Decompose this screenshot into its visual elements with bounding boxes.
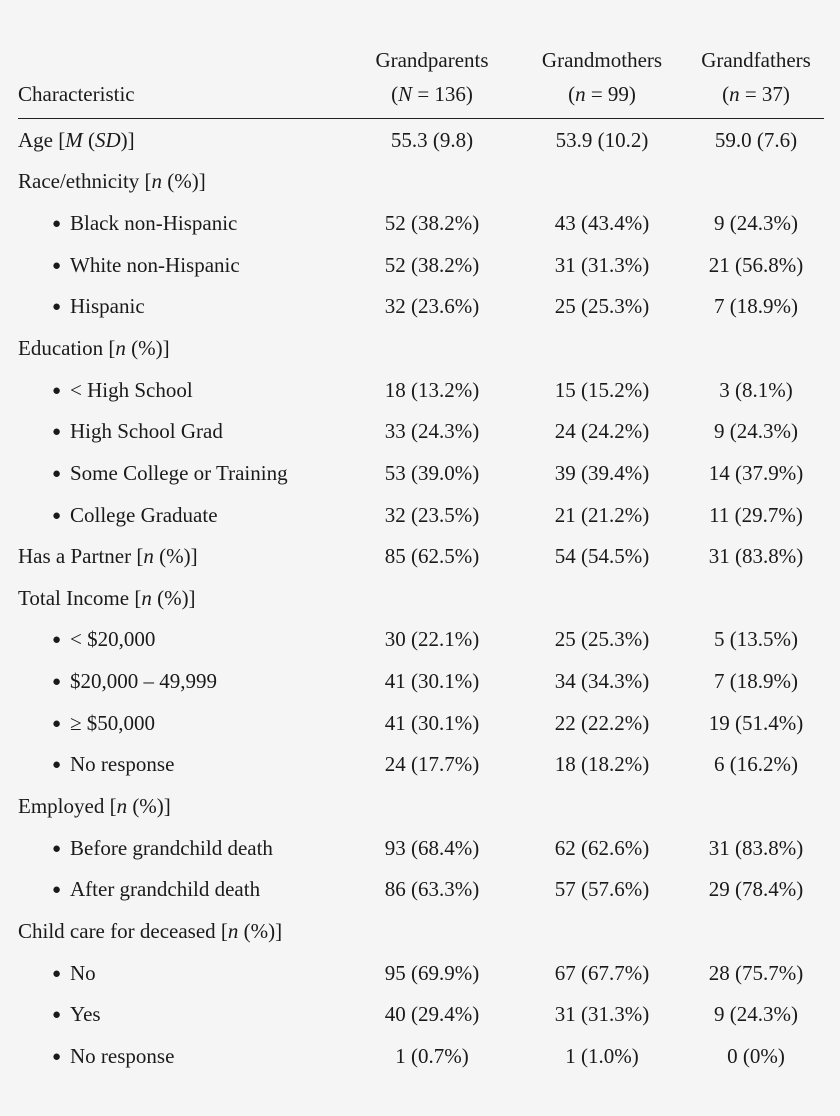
table-row bbox=[18, 1035, 824, 1077]
row-sublabel bbox=[18, 244, 348, 286]
row-label-text: After grandchild death bbox=[70, 877, 261, 902]
row-label bbox=[18, 119, 348, 161]
table-row bbox=[18, 286, 824, 328]
bullet-icon: ● bbox=[52, 507, 62, 524]
bullet-icon: ● bbox=[52, 424, 62, 441]
row-sublabel bbox=[18, 660, 348, 702]
cell-value: 55.3 (9.8) bbox=[390, 127, 474, 152]
cell-value: 32 (23.5%) bbox=[384, 502, 480, 527]
column-header-grandfathers: Grandfathers bbox=[701, 47, 811, 72]
bullet-icon: ● bbox=[52, 257, 62, 274]
table-row bbox=[18, 869, 824, 911]
table-header bbox=[18, 34, 824, 119]
row-sublabel bbox=[18, 827, 348, 869]
cell-value: 32 (23.6%) bbox=[384, 294, 480, 319]
column-header-grandparents: Grandparents bbox=[375, 47, 489, 72]
cell-value bbox=[516, 161, 688, 203]
cell-value: 22 (22.2%) bbox=[554, 710, 650, 735]
sample-size-grandmothers: (n = 99) bbox=[516, 72, 688, 119]
bullet-icon: ● bbox=[52, 757, 62, 774]
cell-value: 9 (24.3%) bbox=[714, 1002, 798, 1027]
bullet-icon: ● bbox=[52, 965, 62, 982]
cell-value: 62 (62.6%) bbox=[554, 835, 650, 860]
cell-value bbox=[688, 785, 824, 827]
cell-value: 3 (8.1%) bbox=[719, 377, 793, 402]
row-sublabel bbox=[18, 952, 348, 994]
cell-value bbox=[516, 327, 688, 369]
row-label-text: No response bbox=[70, 1043, 175, 1068]
cell-value bbox=[688, 910, 824, 952]
cell-value bbox=[348, 161, 516, 203]
cell-value bbox=[688, 577, 824, 619]
cell-value: 0 (0%) bbox=[727, 1043, 785, 1068]
row-label bbox=[18, 327, 348, 369]
row-label bbox=[18, 161, 348, 203]
row-label-text: Has a Partner [n (%)] bbox=[18, 544, 198, 569]
table-row bbox=[18, 619, 824, 661]
bullet-icon: ● bbox=[52, 715, 62, 732]
table-row bbox=[18, 202, 824, 244]
bullet-icon: ● bbox=[52, 840, 62, 857]
cell-value: 86 (63.3%) bbox=[384, 877, 480, 902]
cell-value: 19 (51.4%) bbox=[708, 710, 804, 735]
table-row bbox=[18, 244, 824, 286]
column-header-grandmothers: Grandmothers bbox=[541, 47, 663, 72]
row-sublabel bbox=[18, 869, 348, 911]
cell-value: 39 (39.4%) bbox=[554, 460, 650, 485]
row-label-text: College Graduate bbox=[70, 502, 218, 527]
cell-value: 43 (43.4%) bbox=[554, 211, 650, 236]
row-sublabel bbox=[18, 702, 348, 744]
row-label-text: < $20,000 bbox=[70, 627, 156, 652]
row-label-text: Education [n (%)] bbox=[18, 335, 170, 360]
row-sublabel bbox=[18, 286, 348, 328]
row-label-text: White non-Hispanic bbox=[70, 252, 240, 277]
table-row bbox=[18, 452, 824, 494]
cell-value: 18 (13.2%) bbox=[384, 377, 480, 402]
cell-value: 34 (34.3%) bbox=[554, 669, 650, 694]
cell-value: 11 (29.7%) bbox=[709, 502, 803, 527]
table-row bbox=[18, 660, 824, 702]
demographics-table bbox=[18, 34, 824, 1077]
cell-value: 30 (22.1%) bbox=[384, 627, 480, 652]
cell-value bbox=[688, 327, 824, 369]
cell-value: 21 (21.2%) bbox=[554, 502, 650, 527]
cell-value: 18 (18.2%) bbox=[554, 752, 650, 777]
cell-value bbox=[516, 785, 688, 827]
sample-size-grandparents: (N = 136) bbox=[348, 72, 516, 119]
table-row bbox=[18, 577, 824, 619]
row-label-text: Employed [n (%)] bbox=[18, 794, 171, 818]
cell-value: 6 (16.2%) bbox=[714, 752, 798, 777]
row-label-text: High School Grad bbox=[70, 419, 223, 444]
bullet-icon: ● bbox=[52, 1007, 62, 1024]
cell-value: 15 (15.2%) bbox=[554, 377, 650, 402]
row-label-text: < High School bbox=[70, 377, 193, 402]
cell-value: 7 (18.9%) bbox=[714, 669, 798, 694]
cell-value: 24 (17.7%) bbox=[384, 752, 480, 777]
row-sublabel bbox=[18, 369, 348, 411]
bullet-icon: ● bbox=[52, 674, 62, 691]
cell-value: 52 (38.2%) bbox=[384, 211, 480, 236]
bullet-icon: ● bbox=[52, 216, 62, 233]
cell-value: 85 (62.5%) bbox=[384, 544, 480, 569]
table-row bbox=[18, 119, 824, 161]
table-row bbox=[18, 993, 824, 1035]
table-row bbox=[18, 785, 824, 827]
cell-value: 67 (67.7%) bbox=[554, 960, 650, 985]
cell-value: 24 (24.2%) bbox=[554, 419, 650, 444]
row-label-text: Some College or Training bbox=[70, 460, 288, 485]
row-label-text: No response bbox=[70, 752, 175, 777]
cell-value: 5 (13.5%) bbox=[714, 627, 798, 652]
table-body bbox=[18, 119, 824, 1077]
cell-value: 7 (18.9%) bbox=[714, 294, 798, 319]
row-label-text: Total Income [n (%)] bbox=[18, 585, 196, 610]
row-label-text: Hispanic bbox=[70, 294, 145, 319]
bullet-icon: ● bbox=[52, 882, 62, 899]
column-header-characteristic: Characteristic bbox=[18, 72, 348, 119]
bullet-icon: ● bbox=[52, 632, 62, 649]
cell-value bbox=[688, 161, 824, 203]
row-label-text: Before grandchild death bbox=[70, 835, 273, 860]
bullet-icon: ● bbox=[52, 465, 62, 482]
cell-value: 31 (31.3%) bbox=[554, 252, 650, 277]
cell-value bbox=[348, 785, 516, 827]
cell-value: 31 (31.3%) bbox=[554, 1002, 650, 1027]
row-sublabel bbox=[18, 619, 348, 661]
table-row bbox=[18, 952, 824, 994]
bullet-icon: ● bbox=[52, 1048, 62, 1065]
cell-value: 57 (57.6%) bbox=[554, 877, 650, 902]
cell-value: 31 (83.8%) bbox=[708, 544, 804, 569]
row-label-text: Black non-Hispanic bbox=[70, 211, 238, 236]
row-label bbox=[18, 535, 348, 577]
row-label bbox=[18, 785, 348, 827]
cell-value: 9 (24.3%) bbox=[714, 211, 798, 236]
table-row bbox=[18, 369, 824, 411]
sample-size-grandfathers: (n = 37) bbox=[688, 72, 824, 119]
cell-value bbox=[348, 910, 516, 952]
cell-value: 29 (78.4%) bbox=[708, 877, 804, 902]
cell-value: 25 (25.3%) bbox=[554, 294, 650, 319]
cell-value: 33 (24.3%) bbox=[384, 419, 480, 444]
cell-value: 25 (25.3%) bbox=[554, 627, 650, 652]
bullet-icon: ● bbox=[52, 299, 62, 316]
cell-value: 31 (83.8%) bbox=[708, 835, 804, 860]
row-sublabel bbox=[18, 494, 348, 536]
row-label bbox=[18, 577, 348, 619]
table-row bbox=[18, 327, 824, 369]
row-sublabel bbox=[18, 744, 348, 786]
cell-value: 95 (69.9%) bbox=[384, 960, 480, 985]
table-row bbox=[18, 535, 824, 577]
row-label-text: No bbox=[70, 960, 96, 985]
row-label-text: ≥ $50,000 bbox=[70, 710, 156, 735]
row-label-text: Yes bbox=[70, 1002, 101, 1027]
cell-value: 41 (30.1%) bbox=[384, 669, 480, 694]
row-label-text: Race/ethnicity [n (%)] bbox=[18, 169, 206, 194]
row-label-text: Age [M (SD)] bbox=[18, 127, 135, 152]
cell-value: 1 (1.0%) bbox=[565, 1043, 639, 1068]
cell-value: 41 (30.1%) bbox=[384, 710, 480, 735]
table-row bbox=[18, 410, 824, 452]
table-row bbox=[18, 910, 824, 952]
row-sublabel bbox=[18, 410, 348, 452]
cell-value: 21 (56.8%) bbox=[708, 252, 804, 277]
row-sublabel bbox=[18, 1035, 348, 1077]
cell-value: 40 (29.4%) bbox=[384, 1002, 480, 1027]
cell-value: 59.0 (7.6) bbox=[714, 127, 798, 152]
cell-value: 53.9 (10.2) bbox=[555, 127, 649, 152]
table-row bbox=[18, 702, 824, 744]
cell-value bbox=[348, 327, 516, 369]
row-label-text: Child care for deceased [n (%)] bbox=[18, 918, 283, 943]
cell-value: 9 (24.3%) bbox=[714, 419, 798, 444]
row-label-text: $20,000 – 49,999 bbox=[70, 669, 217, 694]
cell-value: 28 (75.7%) bbox=[708, 960, 804, 985]
table-row bbox=[18, 161, 824, 203]
table-row bbox=[18, 827, 824, 869]
cell-value bbox=[516, 910, 688, 952]
cell-value: 1 (0.7%) bbox=[395, 1043, 469, 1068]
cell-value: 14 (37.9%) bbox=[708, 460, 804, 485]
bullet-icon: ● bbox=[52, 382, 62, 399]
row-label bbox=[18, 910, 348, 952]
row-sublabel bbox=[18, 993, 348, 1035]
table-row bbox=[18, 744, 824, 786]
row-sublabel bbox=[18, 452, 348, 494]
row-sublabel bbox=[18, 202, 348, 244]
cell-value: 93 (68.4%) bbox=[384, 835, 480, 860]
cell-value: 53 (39.0%) bbox=[384, 460, 480, 485]
cell-value: 54 (54.5%) bbox=[554, 544, 650, 569]
cell-value bbox=[348, 577, 516, 619]
cell-value: 52 (38.2%) bbox=[384, 252, 480, 277]
table-row bbox=[18, 494, 824, 536]
cell-value bbox=[516, 577, 688, 619]
